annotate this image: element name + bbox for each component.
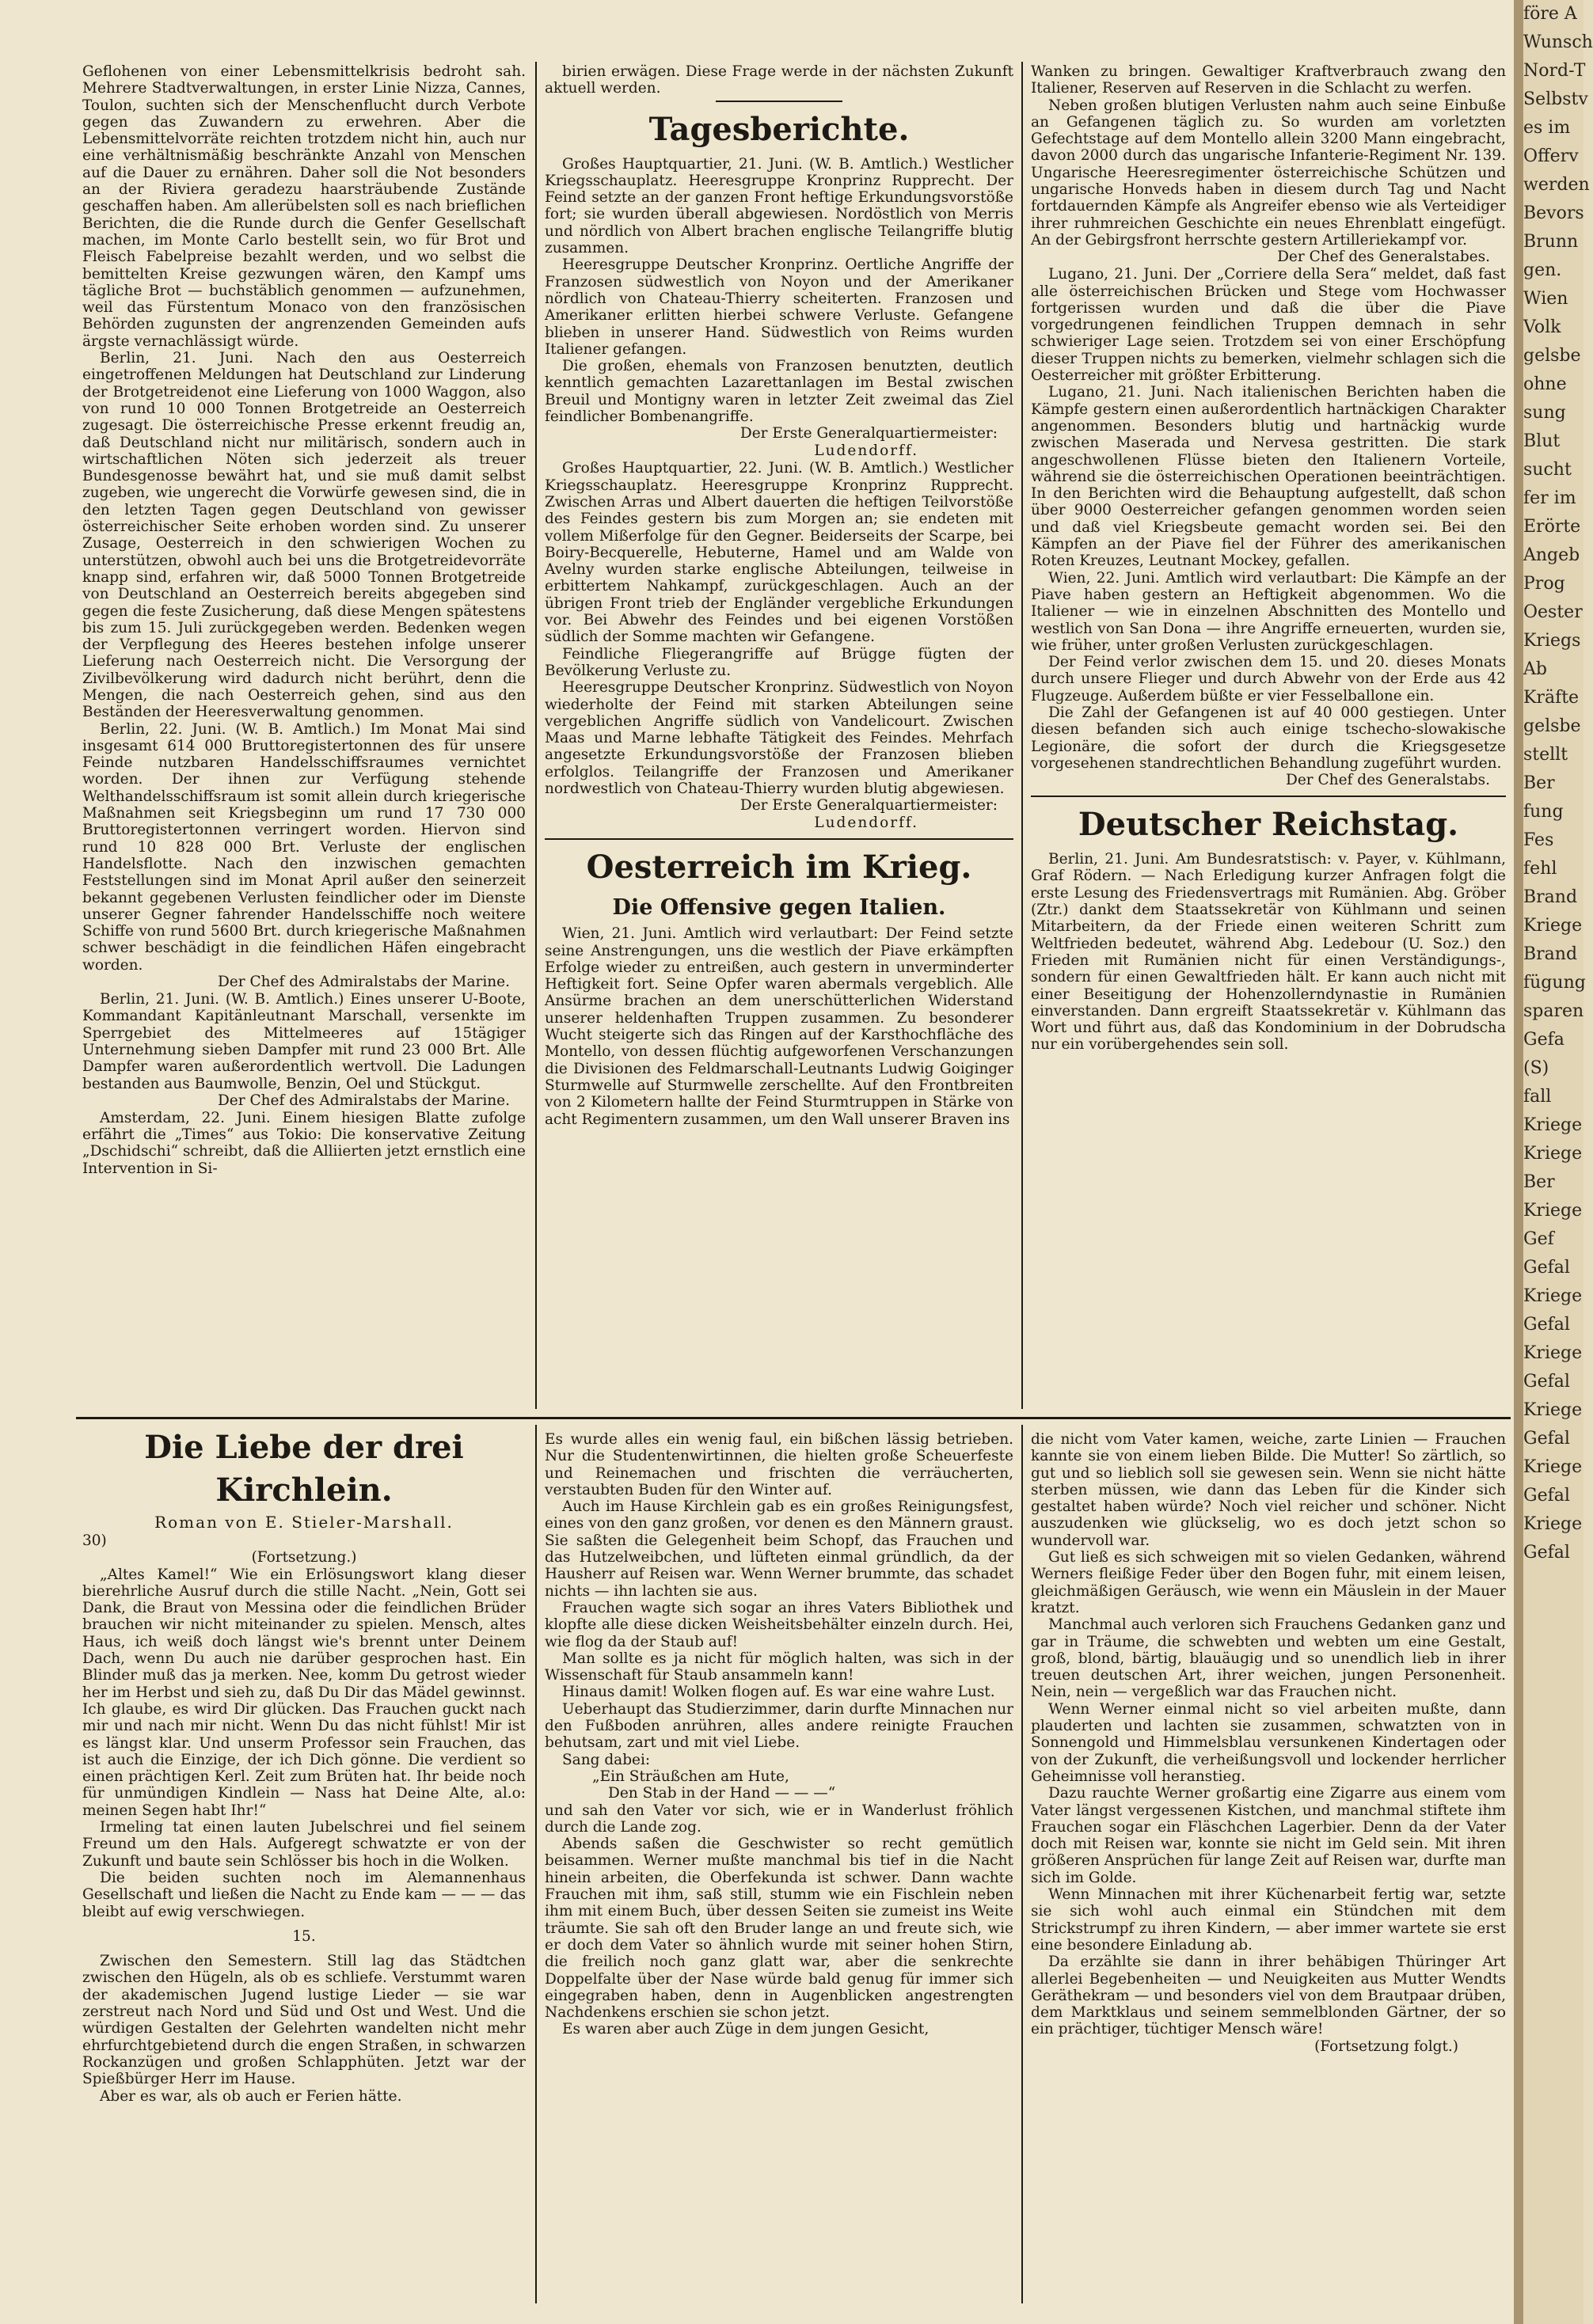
edge-fragment: Ber <box>1523 773 1555 793</box>
edge-fragment: Kriege <box>1523 1286 1583 1306</box>
novel-rule-2 <box>1021 1425 1023 2303</box>
col1-para-1: Geflohenen von einer Lebensmittelkrisis bedroht sah. Mehrere Stadtverwaltungen, in erster Linie Nizza, Cannes, Toulon, suchten sich der Menschenflucht durch Verbote gegen das Zuwandern zu erwehren. Aber die Lebensmittelvorräte reichten trotzdem nicht hin, auch nur eine verhältnismäßig beschränkte Anzahl von Menschen auf die Dauer zu ernähren. Daher soll die Not besonders an der Riviera geradezu haarsträubende Zustände geschaffen haben. Am allerübelsten soll es nach brieflichen Berichten, die die Runde durch die Genfer Gesellschaft machen, im Monte Carlo bestellt sein, wo für Brot und Fleisch Fabelpreise bezahlt werden, und wo selbst die bemittelten Kreise gezwungen wären, den Kampf ums tägliche Brot — buchstäblich genommen — aufzunehmen, weil das Fürstentum Monaco von den französischen Behörden zugunsten der angrenzenden Gemeinden aufs ärgste vernachlässigt würde. <box>82 63 526 350</box>
edge-fragment: (S) <box>1523 1058 1549 1078</box>
edge-fragment: Gef <box>1523 1229 1554 1249</box>
novel-c3-para-4: Wenn Werner einmal nicht so viel arbeiten mußte, dann plauderten und lachten sie zusammen, schwatzten von in Sonnengold und Himmelsblau versunkenen Kindertagen oder von der Zukunft, die verheißungsvoll und lockender herrlicher Geheimnisse voll heranstieg. <box>1031 1700 1506 1785</box>
edge-fragment: Gefal <box>1523 1372 1570 1392</box>
col3-para-6: Der Feind verlor zwischen dem 15. und 20. dieses Monats durch unsere Flieger und durch Abwehr von der Erde aus 42 Flugzeuge. Außerdem büßte er vier Fesselballone ein. <box>1031 654 1506 704</box>
edge-fragment: fung <box>1523 802 1564 822</box>
edge-fragment: Kriegs <box>1523 631 1581 651</box>
col2-para-3: Die großen, ehemals von Franzosen benutzten, deutlich kenntlich gemachten Lazarettanlagen im Bestal zwischen Breuil und Montigny waren in letzter Zeit zweimal das Ziel feindlicher Bombenangriffe. <box>545 358 1013 426</box>
novel-end-note: (Fortsetzung folgt.) <box>1314 2037 1458 2055</box>
col3-para-8: Berlin, 21. Juni. Am Bundesratstisch: v. Payer, v. Kühlmann, Graf Rödern. — Nach Erledigung kurzer Anfragen folgt die erste Lesung des Friedensvertrags mit Rumänien. Abg. Gröber (Ztr.) dankt dem Staatssekretär von Kühlmann und seinen Mitarbeitern, da der Friede einen weiteren Schritt zum Weltfrieden bedeutet, während Abg. Ledebour (U. Soz.) den Frieden mit Rumänien nicht für einen Verständigungs-, sondern für einen Gewaltfrieden hält. Er kann auch nicht mit einer Beseitigung der Hohenzollerndynastie in Rumänien einverstanden. Dann ergreift Staatssekretär v. Kühlmann das Wort und führt aus, daß das Kondominium in der Dobrudscha nur ein vorübergehendes sein soll. <box>1031 851 1506 1054</box>
col3-section-rule <box>1031 796 1506 797</box>
col2-signature-2b: Ludendorff. <box>814 815 918 832</box>
column-rule-1 <box>535 62 537 1409</box>
novel-c2-para-6: Ueberhaupt das Studierzimmer, darin durfte Minnachen nur den Fußboden anrühren, alles andere reinigte Frauchen behutsam, zart und mit viel Liebe. <box>545 1700 1013 1752</box>
novel-c2-para-8: und sah den Vater vor sich, wie er in Wanderlust fröhlich durch die Lande zog. <box>545 1802 1013 1836</box>
edge-fragment: Bevors <box>1523 203 1584 223</box>
col3-signature-2: Der Chef des Generalstabs. <box>1286 772 1490 789</box>
col3-para-4: Lugano, 21. Juni. Nach italienischen Berichten haben die Kämpfe gestern einen außerordentlich hartnäckigen Charakter angenommen. Besonders blutig und hartnäckig wurde zwischen Maserada und Nervesa gestritten. Die stark angeschwollenen Flüsse bieten den Italienern Vorteile, während sie die österreichischen Operationen beeinträchtigen. In den Berichten wird die Behauptung aufgestellt, daß schon über 9000 Oesterreicher gefangen genommen worden seien und daß viel Kriegsbeute gemacht worden sei. Bei den Kämpfen an der Piave fiel der Führer des amerikanischen Roten Kreuzes, Leutnant Mockey, gefallen. <box>1031 384 1506 570</box>
novel-c1-para-3: Die beiden suchten noch im Alemannenhaus Gesellschaft und ließen die Nacht zu Ende kam — — — das bleibt auf ewig verschwiegen. <box>82 1869 526 1920</box>
section-subheading-offensive: Die Offensive gegen Italien. <box>612 895 946 921</box>
edge-fragment: Nord-T <box>1523 61 1586 81</box>
edge-fragment: Prog <box>1523 574 1565 594</box>
novel-c2-para-5: Hinaus damit! Wolken flogen auf. Es war eine wahre Lust. <box>562 1684 995 1701</box>
edge-fragment: före A <box>1523 4 1577 24</box>
edge-fragment: Ber <box>1523 1172 1555 1192</box>
edge-fragment: Wunsch <box>1523 32 1593 52</box>
col2-intro-rule <box>716 101 842 102</box>
novel-c3-para-2: Gut ließ es sich schweigen mit so vielen Gedanken, während Werners fleißige Feder über den Bogen fuhr, mit einem leisen, gleichmäßigen Geräusch, wie wenn ein Mäuslein in der Mauer kratzt. <box>1031 1549 1506 1616</box>
col1-para-5: Amsterdam, 22. Juni. Einem hiesigen Blatte zufolge erfährt die „Times“ aus Tokio: Die konservative Zeitung „Dschidschi“ schreibt, daß die Alliierten jetzt ernstlich eine Intervention in Si- <box>82 1109 526 1177</box>
col3-para-3: Lugano, 21. Juni. Der „Corriere della Sera“ meldet, daß fast alle österreichischen Brücken und Stege vom Hochwasser fortgerissen wurden und daß die über die Piave vorgedrungenen feindlichen Truppen demnach in sehr schwieriger Lage seien. Trotzdem sei von einer Erschöpfung dieser Truppen nichts zu bemerken, vielmehr schlagen sich die Oesterreicher mit größter Erbitterung. <box>1031 266 1506 385</box>
novel-c3-para-6: Wenn Minnachen mit ihrer Küchenarbeit fertig war, setzte sie sich wohl auch einmal ein Stündchen mit dem Strickstrumpf zu ihren Kindern, — aber immer wartete sie erst eine besondere Einladung ab. <box>1031 1886 1506 1954</box>
novel-c2-para-3: Frauchen wagte sich sogar an ihres Vaters Bibliothek und klopfte alle diese dicken Weisheitsbehälter einzeln durch. Hei, wie flog da der Staub auf! <box>545 1599 1013 1650</box>
col2-para-1: Großes Hauptquartier, 21. Juni. (W. B. Amtlich.) Westlicher Kriegsschauplatz. Heeresgruppe Kronprinz Rupprecht. Der Feind setzte an der ganzen Front heftige Erkundungsvorstöße fort; sie wurden überall abgewiesen. Nordöstlich von Merris und nördlich von Albert brachen englische Teilangriffe blutig zusammen. <box>545 155 1013 257</box>
novel-c2-para-1: Es wurde alles ein wenig faul, ein bißchen lässig betrieben. Nur die Studentenwirtinnen, die hielten große Scheuerfeste und Reinemachen und frischten die verräucherten, verstaubten Buden für den Winter auf. <box>545 1431 1013 1498</box>
col1-para-2: Berlin, 21. Juni. Nach den aus Oesterreich eingetroffenen Meldungen hat Deutschland zur Linderung der Brotgetreidenot eine Lieferung von 1000 Waggon, also von rund 10 000 Tonnen Brotgetreide an Oesterreich zugesagt. Die österreichische Presse erkennt freudig an, daß Deutschland nicht nur militärisch, sondern auch in wirtschaftlichen Nöten sich jederzeit als treuer Bundesgenosse bewährt hat, und sie muß damit selbst zugeben, wie ungerecht die Vorwürfe gewesen sind, die in den letzten Tagen gegen Deutschland von gewisser österreichischer Seite erhoben worden sind. Zu unserer Zusage, Oesterreich in den schwierigen Wochen zu unterstützen, obwohl auch bei uns die Brotgetreidevorräte knapp sind, erfahren wir, daß 5000 Tonnen Brotgetreide von Deutschland an Oesterreich bereits abgegeben sind gegen die feste Zusicherung, daß diese Mengen spätestens bis zum 15. Juli zurückgegeben werden. Bedenken wegen der Verpflegung des Heeres bestehen infolge unserer Lieferung nach Oesterreich nicht. Die Versorgung der Zivilbevölkerung wird dadurch nicht berührt, denn die Mengen, die nach Oesterreich gehen, sind aus den Beständen der Heeresverwaltung genommen. <box>82 350 526 721</box>
novel-c1-para-4: Zwischen den Semestern. Still lag das Städtchen zwischen den Hügeln, als ob es schliefe. Verstummt waren der akademischen Jugend lustige Lieder — sie war zerstreut nach Nord und Süd und Ost und West. Und die würdigen Gestalten der Gelehrten wandelten nicht mehr ehrfurchtgebietend durch die engen Straßen, in schwarzen Rockanzügen und großen Schlapphüten. Jetzt war der Spießbürger Herr im Hause. <box>82 1953 526 2088</box>
edge-fragment: Gefal <box>1523 1543 1570 1563</box>
edge-fragment: Kriege <box>1523 916 1583 936</box>
edge-fragment: Kriege <box>1523 1343 1583 1363</box>
edge-fragment: Kriege <box>1523 1457 1583 1477</box>
edge-fragment: Oester <box>1523 602 1583 622</box>
edge-fragment: ohne <box>1523 374 1567 394</box>
col1-para-3: Berlin, 22. Juni. (W. B. Amtlich.) Im Monat Mai sind insgesamt 614 000 Bruttoregistertonnen des für unsere Feinde nutzbaren Handelsschiffsraumes vernichtet worden. Der ihnen zur Verfügung stehende Welthandelsschiffsraum ist somit allein durch kriegerische Maßnahmen seit Kriegsbeginn um rund 17 730 000 Bruttoregistertonnen verringert worden. Hiervon sind rund 10 828 000 Brt. Verluste der englischen Handelsflotte. Nach den inzwischen gemachten Feststellungen sind im Monat April außer den seinerzeit bekannt gegebenen Verlusten feindlicher oder im Dienste unserer Gegner fahrender Handelsschiffe noch weitere Schiffe von rund 5600 Brt. durch kriegerische Maßnahmen schwer beschädigt in die feindlichen Häfen eingebracht worden. <box>82 720 526 974</box>
edge-fragment: Wien <box>1523 289 1568 309</box>
novel-rule-1 <box>535 1425 537 2303</box>
novel-column-2 <box>545 1431 1013 2305</box>
section-heading-oesterreich: Oesterreich im Krieg. <box>586 849 972 887</box>
edge-fragment: Gefal <box>1523 1315 1570 1335</box>
edge-fragment: sucht <box>1523 460 1572 480</box>
col2-intro: birien erwägen. Diese Frage werde in der nächsten Zukunft aktuell werden. <box>545 63 1013 97</box>
col1-signature-2: Der Chef des Admiralstabs der Marine. <box>217 1092 510 1109</box>
novel-c2-para-10: Es waren aber auch Züge in dem jungen Gesicht, <box>562 2021 930 2038</box>
section-heading-reichstag: Deutscher Reichstag. <box>1078 806 1459 844</box>
col3-para-1: Wanken zu bringen. Gewaltiger Kraftverbrauch zwang den Italiener, Reserven auf Reserven in die Schlacht zu werfen. <box>1031 63 1506 97</box>
col3-para-7: Die Zahl der Gefangenen ist auf 40 000 gestiegen. Unter diesen befanden sich auch einige tschecho-slowakische Legionäre, die sofort der durch die Kriegsgesetze vorgesehenen standrechtlichen Behandlung zugeführt wurden. <box>1031 704 1506 772</box>
edge-fragment: gen. <box>1523 260 1562 280</box>
edge-fragment: gelsbe <box>1523 716 1581 736</box>
novel-c3-para-5: Dazu rauchte Werner großartig eine Zigarre aus einem vom Vater längst vergessenen Kistchen, und manchmal stiftete ihm Frauchen sogar ein Fläschchen Lagerbier. Denn da der Vater doch mit Reisen war, konnte sie nicht im Geld sein. Mit ihren größeren Ansprüchen für lange Zeit auf Reisen war, durfte man sich im Golde. <box>1031 1785 1506 1886</box>
novel-c1-para-1: „Altes Kamel!“ Wie ein Erlösungswort klang dieser bierehrliche Ausruf durch die stille Nacht. „Nein, Gott sei Dank, die Braut von Messina oder die feindlichen Brüder brauchen wir nicht miteinander zu spielen. Mensch, altes Haus, ich weiß doch längst wie's brennt unter Deinem Dach, wenn Du auch nie darüber gesprochen hast. Ein Blinder muß das ja merken. Nee, komm Du getrost wieder her im Herbst und sieh zu, daß Du Dir das Mädel gewinnst. Ich glaube, es wird Dir glücken. Das Frauchen guckt nach mir und nach mir nicht. Wenn Du das nicht fühlst! Mir ist es längst klar. Und unserm Professor sein Frauchen, das ist auch die Einzige, der ich Dich gönne. Die verdient so einen prächtigen Kerl. Zeit zum Brüten hat. Ihr beide noch für unmündigen Kindlein — Nass hat Deine Alte, al.o: meinen Segen habt Ihr!“ <box>82 1566 526 1819</box>
next-page-edge <box>1523 0 1593 2324</box>
novel-c3-para-1: die nicht vom Vater kamen, weiche, zarte Linien — Frauchen kannte sie von einem lieben Bilde. Die Mutter! So zärtlich, so gut und so lieblich soll sie gewesen sein. Wenn sie nicht hätte sterben müssen, wie dann das Leben für die Kinder sich gestaltet haben würde? Noch viel reicher und schöner. Nicht auszudenken wie glückselig, wo es doch jetzt schon so wundervoll war. <box>1031 1431 1506 1549</box>
page-gutter <box>1514 0 1523 2324</box>
col1-para-4: Berlin, 21. Juni. (W. B. Amtlich.) Eines unserer U-Boote, Kommandant Kapitänleutnant Marschall, versenkte im Sperrgebiet des Mittelmeeres auf 15tägiger Unternehmung sieben Dampfer mit rund 23 000 Brt. Alle Dampfer waren außerordentlich wertvoll. Die Ladungen bestanden aus Baumwolle, Benzin, Oel und Stückgut. <box>82 991 526 1092</box>
edge-fragment: fehl <box>1523 859 1557 879</box>
novel-c2-para-9: Abends saßen die Geschwister so recht gemütlich beisammen. Werner mußte manchmal bis tief in die Nacht hinein arbeiten, die Oberfekunda ist schwer. Dann wachte Frauchen mit ihm, saß still, stumm wie ein Fischlein neben ihm mit einem Buch, über dessen Seiten sie zumeist ins Weite träumte. Sie sah oft den Bruder lange an und freute sich, wie er doch dem Vater so ähnlich wurde mit seiner hohen Stirn, die freilich noch ganz glatt war, aber die senkrechte Doppelfalte über der Nase würde bald genug für immer sich eingegraben haben, denn in Augenblicken angestrengten Nachdenkens erschien sie schon jetzt. <box>545 1836 1013 2022</box>
novel-c1-para-5: Aber es war, als ob auch er Ferien hätte. <box>100 2087 402 2105</box>
edge-fragment: Angeb <box>1523 545 1580 565</box>
edge-fragment: Brand <box>1523 944 1578 964</box>
novel-c2-para-2: Auch im Hause Kirchlein gab es ein großes Reinigungsfest, eines von den ganz großen, vor denen es den Männern graust. Sie saßten die Gelegenheit beim Schopf, das Frauchen und das Hutzelweibchen, und lüfteten einmal gründlich, da der Hausherr auf Reisen war. Wenn Werner brummte, das schadet nichts — ihn lachten sie aus. <box>545 1498 1013 1600</box>
column-2 <box>545 63 1013 1409</box>
edge-fragment: fall <box>1523 1087 1552 1107</box>
edge-fragment: Kriege <box>1523 1115 1583 1135</box>
novel-chapter-number: 15. <box>292 1927 316 1945</box>
column-1 <box>82 63 526 1409</box>
col2-para-7: Wien, 21. Juni. Amtlich wird verlautbart: Der Feind setzte seine Anstrengungen, uns die westlich der Piave erkämpften Erfolge wieder zu entreißen, auch gestern in unverminderter Heftigkeit fort. Seine Opfer waren abermals vergeblich. Alle Ansürme brachen an dem unerschütterlichen Widerstand unserer heldenhaften Truppen zusammen. Zu besonderer Wucht steigerte sich das Ringen auf der Karsthochfläche des Montello, von dessen flüchtig aufgeworfenen Verschanzungen die Divisionen des Feldmarschall-Leutnants Ludwig Goiginger Sturmwelle auf Sturmwelle zerschellte. Auf den Frontbreiten von 2 Kilometern hallte der Feind Sturmtruppen in Stärke von acht Regimentern zusammen, um den Wall unserer Braven ins <box>545 925 1013 1128</box>
col3-signature-1: Der Chef des Generalstabes. <box>1277 249 1490 266</box>
col2-para-4: Großes Hauptquartier, 22. Juni. (W. B. Amtlich.) Westlicher Kriegsschauplatz. Heeresgruppe Kronprinz Rupprecht. Zwischen Arras und Albert dauerten die heftigen Teilvorstöße des Feindes gestern bis zum Morgen an; sie endeten mit vollem Mißerfolge für den Gegner. Beiderseits der Scarpe, bei Boiry-Becquerelle, Hebuterne, Hamel und am Walde von Avelny wurden starke englische Abteilungen, teilweise in erbittertem Nahkampf, zurückgeschlagen. Auch an der übrigen Front trieb der Engländer vergebliche Erkundungen vor. Bei Abwehr des Feindes und bei eigenen Vorstößen südlich der Somme machten wir Gefangene. <box>545 460 1013 646</box>
novel-c1-para-2: Irmeling tat einen lauten Jubelschrei und fiel seinem Freund um den Hals. Aufgeregt schwatzte er von der Zukunft und baute sein Schlösser bis hoch in die Wolken. <box>82 1819 526 1870</box>
edge-fragment: Blut <box>1523 431 1561 451</box>
edge-fragment: Kriege <box>1523 1144 1583 1164</box>
novel-c3-para-3: Manchmal auch verloren sich Frauchens Gedanken ganz und gar in Träume, die schwebten und webten um eine Gestalt, groß, blond, bärtig, blauäugig und so unendlich lieb in ihrer treuen deutschen Art, ihrer weichen, jungen Personenheit. Nein, nein — vergeßlich war das Frauchen nicht. <box>1031 1616 1506 1701</box>
edge-fragment: sung <box>1523 403 1566 423</box>
novel-c2-para-7: Sang dabei: <box>562 1751 651 1768</box>
edge-fragment: Offerv <box>1523 146 1579 166</box>
edge-fragment: Erörte <box>1523 517 1581 537</box>
novel-c2-para-4: Man sollte es ja nicht für möglich halten, was sich in der Wissenschaft für Staub ansammeln kann! <box>545 1650 1013 1684</box>
column-3 <box>1031 63 1506 1409</box>
section-heading-tagesberichte: Tagesberichte. <box>648 110 910 148</box>
novel-column-3 <box>1031 1431 1506 2305</box>
feuilleton-divider <box>76 1417 1511 1419</box>
edge-fragment: Brand <box>1523 887 1578 907</box>
edge-fragment: Kriege <box>1523 1201 1583 1221</box>
edge-fragment: stellt <box>1523 745 1568 765</box>
edge-fragment: Selbstv <box>1523 89 1588 109</box>
edge-fragment: Gefal <box>1523 1258 1570 1278</box>
col3-para-5: Wien, 22. Juni. Amtlich wird verlautbart: Die Kämpfe an der Piave haben gestern an Heftigkeit abgenommen. Wo die Italiener — wie in einzelnen Abschnitten des Montello und westlich von San Dona — ihre Angriffe erneuerten, wurden sie, wie früher, unter großen Verlusten zurückgeschlagen. <box>1031 569 1506 654</box>
edge-fragment: gelsbe <box>1523 346 1581 366</box>
col2-section-rule <box>545 838 1013 840</box>
edge-fragment: Ab <box>1523 659 1547 679</box>
novel-title: Die Liebe der drei Kirchlein. <box>144 1429 464 1509</box>
edge-fragment: sparen <box>1523 1001 1584 1021</box>
col2-signature-2a: Der Erste Generalquartiermeister: <box>739 797 998 815</box>
novel-author: Roman von E. Stieler-Marshall. <box>154 1513 454 1532</box>
col2-signature-1a: Der Erste Generalquartiermeister: <box>739 425 998 442</box>
col2-para-6: Heeresgruppe Deutscher Kronprinz. Südwestlich von Noyon wiederholte der Feind mit starken Abteilungen seine vergeblichen Angriffe südlich von Vandelicourt. Zwischen Maas und Marne lebhafte Tätigkeit des Feindes. Mehrfach angesetzte Erkundungsvorstöße der Franzosen blieben erfolglos. Teilangriffe der Franzosen und Amerikaner nordwestlich von Chateau-Thierry wurden blutig abgewiesen. <box>545 679 1013 797</box>
novel-c3-para-7: Da erzählte sie dann in ihrer behäbigen Thüringer Art allerlei Begebenheiten — und Neuigkeiten aus Mutter Wendts Geräthekram — und besonders viel von dem Brautpaar drüben, dem Marktklaus und seinem semmelblonden Gärtner, der so ein prächtiger, tüchtiger Mensch wäre! <box>1031 1954 1506 2038</box>
edge-fragment: Gefal <box>1523 1486 1570 1506</box>
novel-column-1 <box>82 1426 526 2305</box>
edge-fragment: Brunn <box>1523 232 1579 252</box>
col2-signature-1b: Ludendorff. <box>814 442 918 460</box>
col2-para-2: Heeresgruppe Deutscher Kronprinz. Oertliche Angriffe der Franzosen südwestlich von Noyon und der Amerikaner nördlich von Chateau-Thierry scheiterten. Franzosen und Amerikaner erlitten hierbei schwere Verluste. Gefangene blieben in unserer Hand. Südwestlich von Reims wurden Italiener gefangen. <box>545 256 1013 358</box>
edge-fragment: es im <box>1523 118 1571 138</box>
column-rule-2 <box>1021 62 1023 1409</box>
edge-fragment: Kriege <box>1523 1400 1583 1420</box>
edge-fragment: Gefa <box>1523 1030 1564 1050</box>
col1-signature-1: Der Chef des Admiralstabs der Marine. <box>217 974 510 991</box>
edge-fragment: Gefal <box>1523 1429 1570 1449</box>
edge-fragment: Fes <box>1523 830 1554 850</box>
col3-para-2: Neben großen blutigen Verlusten nahm auch seine Einbuße an Gefangenen täglich zu. So wurden am vorletzten Gefechtstage auf dem Montello allein 3200 Mann eingebracht, davon 2000 durch das ungarische Infanterie-Regiment Nr. 139. Ungarische Heeresregimenter österreichische Schützen und ungarische Honveds haben in diesem durch Tag und Nacht fortdauernden Kämpfe als Angreifer ebenso wie als Verteidiger ihrer ruhmreichen Geschichte ein neues Ehrenblatt eingefügt. An der Gebirgsfront herrschte gestern Artilleriekampf vor. <box>1031 97 1506 249</box>
edge-fragment: fügung <box>1523 973 1586 993</box>
novel-installment-number: 30) <box>82 1532 107 1549</box>
edge-fragment: fer im <box>1523 488 1576 508</box>
novel-continuation: (Fortsetzung.) <box>251 1549 357 1566</box>
col2-para-5: Feindliche Fliegerangriffe auf Brügge fügten der Bevölkerung Verluste zu. <box>545 645 1013 679</box>
novel-poem-line-2: Den Stab in der Hand — — —“ <box>608 1785 836 1802</box>
edge-fragment: Kräfte <box>1523 688 1580 708</box>
edge-fragment: Volk <box>1523 317 1561 337</box>
novel-poem-line-1: „Ein Sträußchen am Hute, <box>592 1768 789 1785</box>
edge-fragment: Kriege <box>1523 1514 1583 1534</box>
edge-fragment: werden <box>1523 175 1590 195</box>
